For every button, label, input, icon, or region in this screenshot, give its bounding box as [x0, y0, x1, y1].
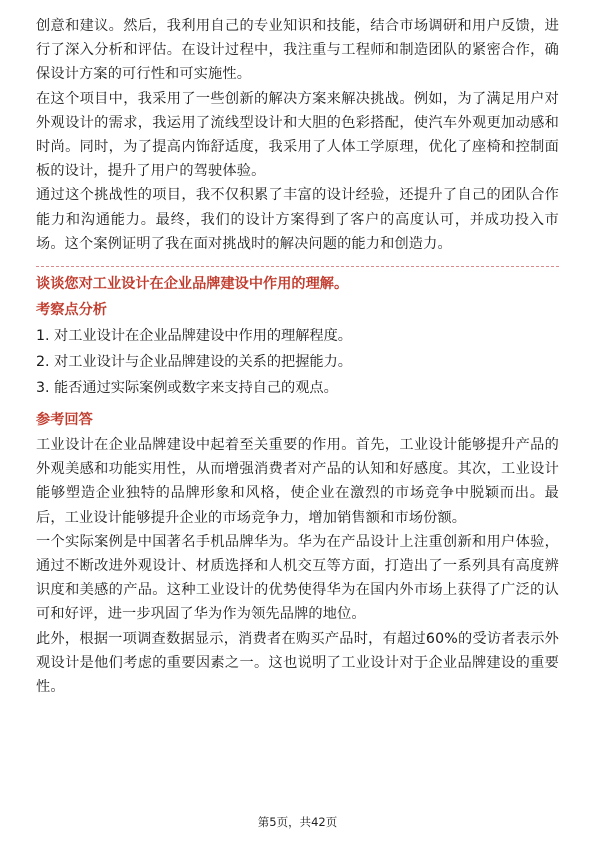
answer-heading: 参考回答	[36, 412, 93, 429]
document-page	[36, 14, 559, 699]
interview-question: 谈谈您对工业设计在企业品牌建设中作用的理解。	[36, 276, 349, 293]
answer-paragraph: 此外，根据一项调查数据显示，消费者在购买产品时，有超过60%的受访者表示外观设计是他们考虑的重要因素之一。这也说明了工业设计对于企业品牌建设的重要性。	[36, 630, 559, 696]
body-paragraph: 在这个项目中，我采用了一些创新的解决方案来解决挑战。例如，为了满足用户对外观设计的需求，我运用了流线型设计和大胆的色彩搭配，使汽车外观更加动感和时尚。同时，为了提高内饰舒适度，我采用了人体工学原理，优化了座椅和控制面板的设计，提升了用户的驾驶体验。	[36, 90, 559, 180]
analysis-item: 2. 对工业设计与企业品牌建设的关系的把握能力。	[36, 354, 352, 371]
analysis-heading: 考察点分析	[36, 302, 107, 319]
analysis-item: 3. 能否通过实际案例或数字来支持自己的观点。	[36, 380, 338, 397]
page-footer: 第5页，共42页	[257, 815, 338, 829]
body-paragraph: 通过这个挑战性的项目，我不仅积累了丰富的设计经验，还提升了自己的团队合作能力和沟通能力。最终，我们的设计方案得到了客户的高度认可，并成功投入市场。这个案例证明了我在面对挑战时的解决问题的能力和创造力。	[36, 187, 559, 252]
section-divider	[36, 266, 559, 267]
analysis-item: 1. 对工业设计在企业品牌建设中作用的理解程度。	[36, 328, 352, 345]
body-paragraph: 创意和建议。然后，我利用自己的专业知识和技能，结合市场调研和用户反馈，进行了深入分析和评估。在设计过程中，我注重与工程师和制造团队的紧密合作，确保设计方案的可行性和可实施性。	[36, 18, 559, 83]
answer-paragraph: 一个实际案例是中国著名手机品牌华为。华为在产品设计上注重创新和用户体验，通过不断改进外观设计、材质选择和人机交互等方面，打造出了一系列具有高度辨识度和美感的产品。这种工业设计的优势使得华为在国内外市场上获得了广泛的认可和好评，进一步巩固了华为作为领先品牌的地位。	[36, 533, 559, 623]
answer-paragraph: 工业设计在企业品牌建设中起着至关重要的作用。首先，工业设计能够提升产品的外观美感和功能实用性，从而增强消费者对产品的认知和好感度。其次，工业设计能够塑造企业独特的品牌形象和风格，使企业在激烈的市场竞争中脱颖而出。最后，工业设计能够提升企业的市场竞争力，增加销售额和市场份额。	[36, 437, 559, 526]
